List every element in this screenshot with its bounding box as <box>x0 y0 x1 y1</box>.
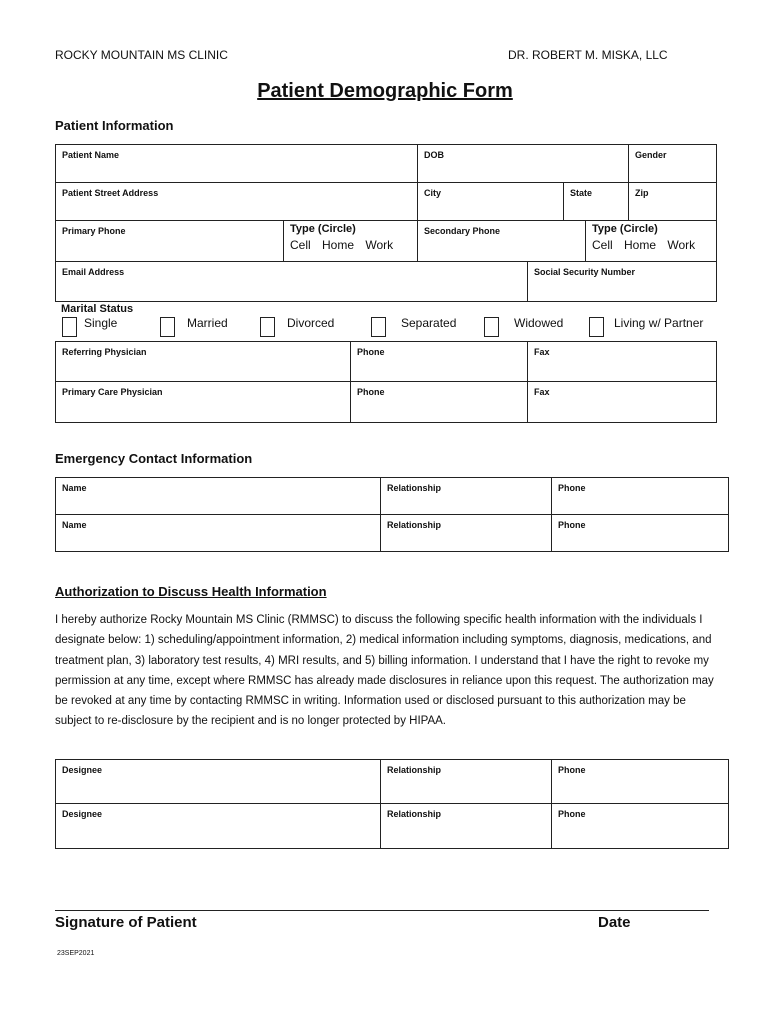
pcp-phone-field[interactable] <box>351 382 528 423</box>
designee-table <box>55 759 729 849</box>
secondary-phone-field[interactable] <box>418 221 586 262</box>
emergency-phone-label: Phone <box>558 483 586 493</box>
secondary-phone-type[interactable] <box>586 221 717 262</box>
emergency-name-2[interactable] <box>56 515 381 552</box>
designee-relationship-2[interactable] <box>381 804 552 849</box>
designee-relationship-1[interactable] <box>381 760 552 804</box>
pcp-phone-label: Phone <box>357 387 385 397</box>
zip-label: Zip <box>635 188 649 198</box>
designee-1[interactable] <box>56 760 381 804</box>
patient-name-field[interactable] <box>56 145 418 183</box>
living-partner-label: Living w/ Partner <box>614 316 704 330</box>
state-label: State <box>570 188 593 198</box>
widowed-checkbox[interactable] <box>484 317 499 337</box>
widowed-label: Widowed <box>514 316 564 330</box>
primary-care-physician-field[interactable] <box>56 382 351 423</box>
doctor-name: DR. ROBERT M. MISKA, LLC <box>508 48 668 62</box>
single-label: Single <box>84 316 118 330</box>
emergency-table <box>55 477 729 552</box>
state-field[interactable] <box>564 183 629 221</box>
clinic-name: ROCKY MOUNTAIN MS CLINIC <box>55 48 228 62</box>
city-field[interactable] <box>418 183 564 221</box>
referring-physician-field[interactable] <box>56 342 351 382</box>
email-row <box>55 261 717 302</box>
designee-phone-1[interactable] <box>552 760 729 804</box>
address-row <box>55 182 717 221</box>
single-checkbox[interactable] <box>62 317 77 337</box>
signature-line[interactable] <box>55 910 709 911</box>
signature-label: Signature of Patient <box>55 914 197 931</box>
dob-field[interactable] <box>418 145 629 183</box>
designee-label: Designee <box>62 809 103 819</box>
patient-name-label: Patient Name <box>62 150 120 160</box>
street-address-label: Patient Street Address <box>62 188 159 198</box>
street-address-field[interactable] <box>56 183 418 221</box>
email-field[interactable] <box>56 262 528 302</box>
secondary-type-label: Type (Circle) <box>592 223 658 235</box>
referring-phone-field[interactable] <box>351 342 528 382</box>
authorization-text: I hereby authorize Rocky Mountain MS Clinic (RMMSC) to discuss the following specific health information with the individuals I designate below: 1) scheduling/appointment information, 2) medical information including symptoms, diagnosis, medications, and treatment plan, 3) laboratory test results, 4) MRI results, and 5) billing information. I understand that I have the right to revoke my permission at any time, except where RMMSC has already made disclosures in reliance upon this request. The authorization may be revoked at any time by contacting RMMSC in writing. Information used or disclosed pursuant to this authorization may be subject to re-disclosure by the recipient and is no longer protected by HIPAA. <box>55 614 714 728</box>
primary-phone-type[interactable] <box>284 221 418 262</box>
living-partner-checkbox[interactable] <box>589 317 604 337</box>
patient-name-row <box>55 144 717 183</box>
primary-phone-field[interactable] <box>56 221 284 262</box>
referring-fax-label: Fax <box>534 347 550 357</box>
designee-2[interactable] <box>56 804 381 849</box>
city-label: City <box>424 188 442 198</box>
emergency-relationship-2[interactable] <box>381 515 552 552</box>
primary-type-label: Type (Circle) <box>290 223 356 235</box>
marital-status-label: Marital Status <box>61 303 134 315</box>
physician-table <box>55 341 717 423</box>
email-label: Email Address <box>62 267 125 277</box>
emergency-phone-2[interactable] <box>552 515 729 552</box>
ssn-field[interactable] <box>528 262 717 302</box>
emergency-name-1[interactable] <box>56 478 381 515</box>
dob-label: DOB <box>424 150 444 160</box>
referring-fax-field[interactable] <box>528 342 717 382</box>
patient-info-heading: Patient Information <box>55 118 174 133</box>
separated-label: Separated <box>401 316 457 330</box>
married-checkbox[interactable] <box>160 317 175 337</box>
secondary-type-options[interactable]: Cell Home Work <box>592 238 696 252</box>
zip-field[interactable] <box>629 183 717 221</box>
referring-phone-label: Phone <box>357 347 385 357</box>
referring-physician-label: Referring Physician <box>62 347 147 357</box>
designee-phone-2[interactable] <box>552 804 729 849</box>
separated-checkbox[interactable] <box>371 317 386 337</box>
designee-phone-label: Phone <box>558 765 586 775</box>
divorced-checkbox[interactable] <box>260 317 275 337</box>
divorced-label: Divorced <box>287 316 335 330</box>
emergency-relationship-label: Relationship <box>387 520 442 530</box>
emergency-relationship-label: Relationship <box>387 483 442 493</box>
revision-code: 23SEP2021 <box>57 950 95 957</box>
gender-field[interactable] <box>629 145 717 183</box>
phone-row <box>55 220 717 262</box>
pcp-fax-field[interactable] <box>528 382 717 423</box>
primary-care-physician-label: Primary Care Physician <box>62 387 163 397</box>
married-label: Married <box>187 316 228 330</box>
emergency-name-label: Name <box>62 483 87 493</box>
emergency-phone-1[interactable] <box>552 478 729 515</box>
emergency-phone-label: Phone <box>558 520 586 530</box>
pcp-fax-label: Fax <box>534 387 550 397</box>
designee-label: Designee <box>62 765 103 775</box>
emergency-relationship-1[interactable] <box>381 478 552 515</box>
secondary-phone-label: Secondary Phone <box>424 226 501 236</box>
authorization-heading: Authorization to Discuss Health Information <box>55 584 327 599</box>
emergency-name-label: Name <box>62 520 87 530</box>
designee-phone-label: Phone <box>558 809 586 819</box>
date-label: Date <box>598 914 631 931</box>
primary-phone-label: Primary Phone <box>62 226 126 236</box>
designee-relationship-label: Relationship <box>387 809 442 819</box>
page-title: Patient Demographic Form <box>257 80 513 102</box>
emergency-heading: Emergency Contact Information <box>55 451 253 466</box>
primary-type-options[interactable]: Cell Home Work <box>290 238 394 252</box>
ssn-label: Social Security Number <box>534 267 636 277</box>
designee-relationship-label: Relationship <box>387 765 442 775</box>
gender-label: Gender <box>635 150 667 160</box>
